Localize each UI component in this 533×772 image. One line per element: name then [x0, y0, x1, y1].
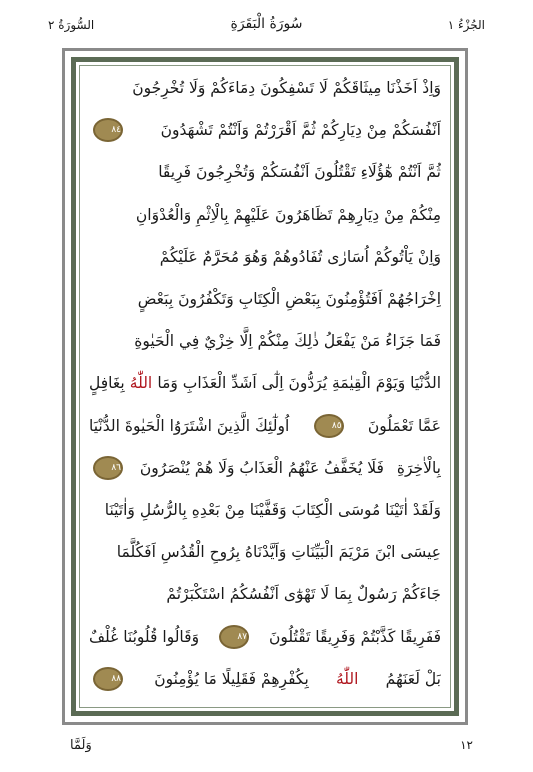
- ayah-number-marker: ٨٤: [93, 118, 123, 142]
- divine-name: اللّٰهُ: [335, 669, 359, 688]
- text-line: [89, 658, 441, 700]
- verse-text: بِغَافِلٍ: [89, 374, 125, 393]
- verse-text: عَمَّا تَعْمَلُونَ: [367, 416, 441, 435]
- text-line: [89, 531, 441, 573]
- verse-text: وَاِنْ يَاْتُوكُمْ اُسَارٰى تُفَادُوهُمْ وَهُوَ مُحَرَّمٌ عَلَيْكُمْ: [159, 247, 441, 266]
- verse-text: بَلْ لَعَنَهُمُ: [385, 669, 441, 688]
- text-line: [89, 573, 441, 615]
- surah-title: سُورَةُ الْبَقَرَةِ: [230, 16, 303, 32]
- catchword: وَلَمَّا: [70, 738, 92, 753]
- verse-text: اَنْفُسَكُمْ مِنْ دِيَارِكُمْ ثُمَّ اَقْرَرْتُمْ وَاَنْتُمْ تَشْهَدُونَ: [160, 121, 441, 140]
- verse-text: اِخْرَاجُهُمْ اَفَتُؤْمِنُونَ بِبَعْضِ الْكِتَابِ وَتَكْفُرُونَ بِبَعْضٍ: [137, 290, 441, 309]
- verse-text: وَقَالُوا قُلُوبُنَا غُلْفٌ: [89, 627, 200, 646]
- text-line: [89, 151, 441, 193]
- divine-name: اللّٰهُ: [129, 374, 153, 393]
- verse-text: فَمَا جَزَاءُ مَنْ يَفْعَلُ ذٰلِكَ مِنْكُمْ اِلَّا خِزْيٌ فِي الْحَيٰوةِ: [134, 332, 441, 351]
- juz-label: الجُزْءُ ١: [447, 18, 485, 32]
- verse-text: الدُّنْيَا وَيَوْمَ الْقِيٰمَةِ يُرَدُّونَ اِلٰٓى اَشَدِّ الْعَذَابِ وَمَا: [157, 374, 441, 393]
- text-line: [89, 109, 441, 151]
- text-line: [89, 67, 441, 109]
- ayah-number-marker: ٨٧: [219, 625, 249, 649]
- text-line: [89, 405, 441, 447]
- surah-number-label: السُّورَةُ ٢: [48, 18, 95, 32]
- text-line: [89, 278, 441, 320]
- verse-text: وَلَقَدْ اٰتَيْنَا مُوسَى الْكِتَابَ وَقَفَّيْنَا مِنْ بَعْدِهِ بِالرُّسُلِ وَاٰتَيْنَا: [104, 500, 441, 519]
- verse-text: وَاِذْ اَخَذْنَا مِيثَاقَكُمْ لَا تَسْفِكُونَ دِمَاءَكُمْ وَلَا تُخْرِجُونَ: [132, 79, 441, 98]
- ayah-number-marker: ٨٨: [93, 667, 123, 691]
- quran-text-area: [89, 67, 441, 706]
- verse-text: ثُمَّ اَنْتُمْ هٰٓؤُلَاءِ تَقْتُلُونَ اَنْفُسَكُمْ وَتُخْرِجُونَ فَرِيقًا: [158, 163, 441, 182]
- ayah-number-marker: ٨٥: [314, 414, 344, 438]
- text-line: [89, 236, 441, 278]
- verse-text: مِنْكُمْ مِنْ دِيَارِهِمْ تَظَاهَرُونَ عَلَيْهِمْ بِالْاِثْمِ وَالْعُدْوَانِ: [135, 205, 441, 224]
- verse-text: فَلَا يُخَفَّفُ عَنْهُمُ الْعَذَابُ وَلَا هُمْ يُنْصَرُونَ: [139, 458, 384, 477]
- verse-text: اُولٰٓئِكَ الَّذِينَ اشْتَرَوُا الْحَيٰوةَ الدُّنْيَا: [89, 416, 290, 435]
- text-line: [89, 320, 441, 362]
- verse-text: بِكُفْرِهِمْ فَقَلِيلًا مَا يُؤْمِنُونَ: [154, 669, 309, 688]
- page-number: ١٢: [460, 738, 473, 752]
- page-header: [0, 14, 533, 36]
- verse-text: جَاءَكُمْ رَسُولٌ بِمَا لَا تَهْوٰٓى اَنْفُسُكُمُ اسْتَكْبَرْتُمْ: [166, 585, 441, 604]
- verse-text: عِيسَى ابْنَ مَرْيَمَ الْبَيِّنَاتِ وَاَيَّدْنَاهُ بِرُوحِ الْقُدُسِ اَفَكُلَّمَا: [116, 543, 441, 562]
- ayah-number-marker: ٨٦: [93, 456, 123, 480]
- verse-text: فَفَرِيقًا كَذَّبْتُمْ وَفَرِيقًا تَقْتُلُونَ: [269, 627, 441, 646]
- text-line: [89, 615, 441, 657]
- text-line: [89, 194, 441, 236]
- page-frame: [62, 48, 468, 725]
- verse-text: بِالْاٰخِرَةِ: [396, 458, 441, 477]
- text-line: [89, 489, 441, 531]
- text-line: [89, 447, 441, 489]
- text-line: [89, 362, 441, 404]
